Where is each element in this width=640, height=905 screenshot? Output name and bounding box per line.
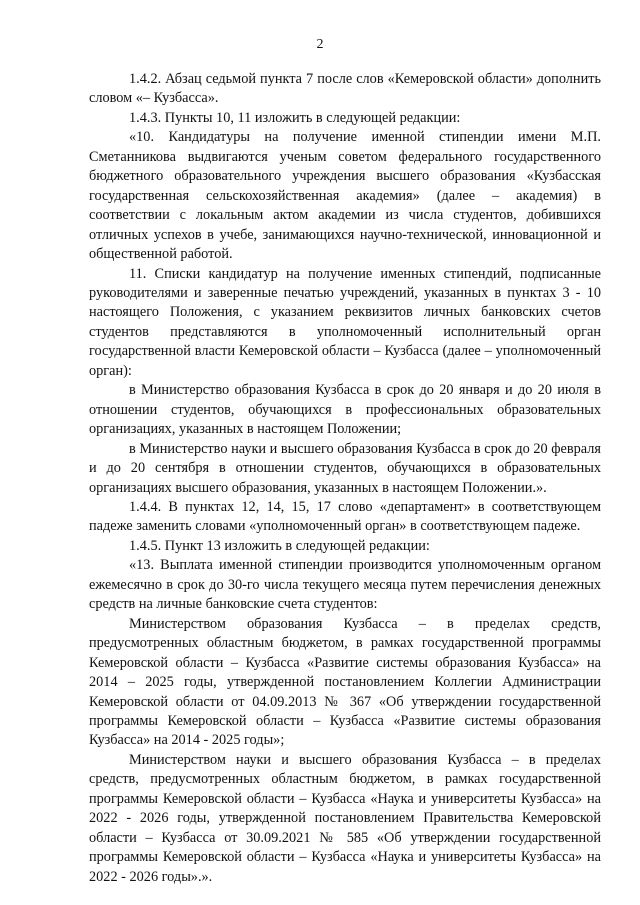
- paragraph-ministry-education-deadline: в Министерство образования Кузбасса в срок до 20 января и до 20 июля в отношении студентов, обучающихся в профессиональных образовательных организациях, указанных в настоящем Положении;: [89, 382, 601, 438]
- paragraph-1-4-4: 1.4.4. В пунктах 12, 14, 15, 17 слово «департамент» в соответствующем падеже заменить словами «уполномоченный орган» в соответствующем падеже.: [89, 498, 601, 535]
- paragraph-ministry-science-funding: Министерством науки и высшего образования Кузбасса – в пределах средств, предусмотренных областным бюджетом, в рамках государственной программы Кемеровской области – Кузбасса «Наука и университеты Кузбасса» на 2022 - 2026 годы, утвержденной постановлением Правительства Кемеровской области – Кузбасса от 30.09.2021 № 585 «Об утверждении государственной программы Кемеровской области – Кузбасса «Наука и университеты Кузбасса» на 2022 - 2026 годы».».: [89, 751, 601, 885]
- paragraph-1-4-3: 1.4.3. Пункты 10, 11 изложить в следующей редакции:: [129, 109, 461, 126]
- paragraph-item-13: «13. Выплата именной стипендии производится уполномоченным органом ежемесячно в срок до 30-го числа текущего месяца путем перечисления денежных средств на личные банковские счета студентов:: [89, 557, 601, 613]
- paragraph-ministry-science-deadline: в Министерство науки и высшего образования Кузбасса в срок до 20 февраля и до 20 сентября в отношении студентов, обучающихся в образовательных организациях высшего образования, указанных в настоящем Положении.».: [89, 440, 601, 496]
- page-number: 2: [316, 37, 324, 52]
- paragraph-ministry-education-funding: Министерством образования Кузбасса – в пределах средств, предусмотренных областным бюджетом, в рамках государственной программы Кемеровской области – Кузбасса «Развитие системы образования Кузбасса» на 2014 – 2025 годы, утвержденной постановлением Коллегии Администрации Кемеровской области от 04.09.2013 № 367 «Об утверждении государственной программы Кемеровской области – Кузбасса «Развитие системы образования Кузбасса» на 2014 - 2025 годы»;: [89, 615, 601, 749]
- paragraph-item-10: «10. Кандидатуры на получение именной стипендии имени М.П. Сметанникова выдвигаются ученым советом федерального государственного бюджетного образовательного учреждения высшего образования «Кузбасская государственная сельскохозяйственная академия» (далее – академия) в соответствии с локальным актом академии из числа студентов, добившихся отличных успехов в учебе, занимающихся научно-технической, инновационной и общественной работой.: [89, 129, 601, 263]
- paragraph-item-11: 11. Списки кандидатур на получение именных стипендий, подписанные руководителями и заверенные печатью учреждений, указанных в пунктах 3 - 10 настоящего Положения, с указанием реквизитов личных банковских счетов студентов представляются в уполномоченный исполнительный орган государственной власти Кемеровской области – Кузбасса (далее – уполномоченный орган):: [89, 265, 601, 379]
- document-body: [89, 70, 601, 887]
- paragraph-1-4-2: 1.4.2. Абзац седьмой пункта 7 после слов «Кемеровской области» дополнить словом «– Кузбасса».: [89, 71, 601, 107]
- paragraph-1-4-5: 1.4.5. Пункт 13 изложить в следующей редакции:: [129, 537, 430, 554]
